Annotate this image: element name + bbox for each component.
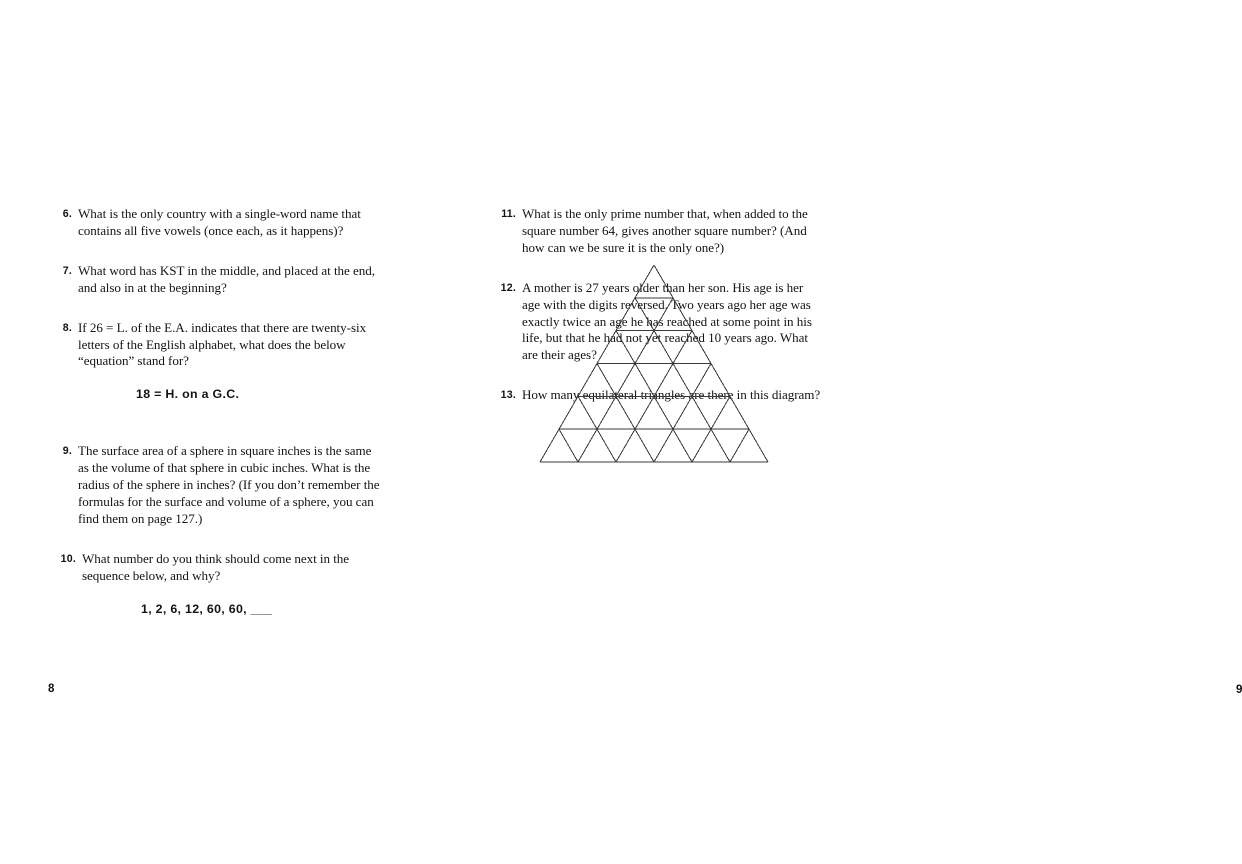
question-list-left [52, 206, 382, 618]
question-text: If 26 = L. of the E.A. indicates that there are twenty-six letters of the English alphabet, what does the below “equation” stand for? [78, 319, 367, 369]
question-number: 7. [62, 264, 72, 277]
question-number: 10. [60, 552, 76, 565]
question-number: 6. [62, 208, 72, 220]
question-text: What word has KST in the middle, and placed at the end, and also in at the beginning? [78, 262, 375, 295]
page-number-left: 8 [48, 683, 55, 695]
question-text: How many equilateral triangles are there in this diagram? [522, 387, 821, 403]
question-number: 8. [62, 321, 72, 334]
question-text: A mother is 27 years older than her son. His age is her age with the digits reversed. Two years ago her age was exactly twice an age he has reached at some point in his life, but that he had not yet reached 10 years ago. What are their ages? [522, 279, 812, 363]
question-number: 9. [62, 445, 72, 458]
question-text: What is the only prime number that, when added to the square number 64, gives another square number? (And how can we be sure it is the only one?) [522, 206, 808, 255]
triangular-grid-diagram [538, 262, 770, 465]
question-item-10 [52, 551, 382, 618]
question-text: The surface area of a sphere in square inches is the same as the volume of that sphere in cubic inches. What is the radius of the sphere in inches? (If you don’t remember the formulas for the surface and volume of a sphere, you can find them on page 127.) [78, 443, 380, 526]
question-number: 11. [501, 208, 516, 220]
spacer [78, 403, 382, 420]
page-number-right: 9 [1236, 684, 1242, 696]
question-number: 13. [500, 389, 516, 402]
question-text: What number do you think should come next in the sequence below, and why? [82, 550, 350, 583]
question-item-8 [52, 320, 382, 421]
question-number: 12. [500, 281, 516, 294]
triangle-grid-svg [538, 262, 770, 465]
question-text: What is the only country with a single-word name that contains all five vowels (once each, as it happens)? [78, 206, 361, 238]
question-item-9 [52, 443, 382, 528]
question-item-6 [52, 206, 382, 240]
sequence-display: 1, 2, 6, 12, 60, 60, ___ [141, 601, 273, 616]
equation-display: 18 = H. on a G.C. [136, 387, 240, 402]
left-page-column [52, 206, 382, 618]
question-item-11 [492, 206, 822, 257]
question-item-7 [52, 263, 382, 297]
left-page [0, 0, 432, 864]
right-page [432, 0, 1242, 864]
